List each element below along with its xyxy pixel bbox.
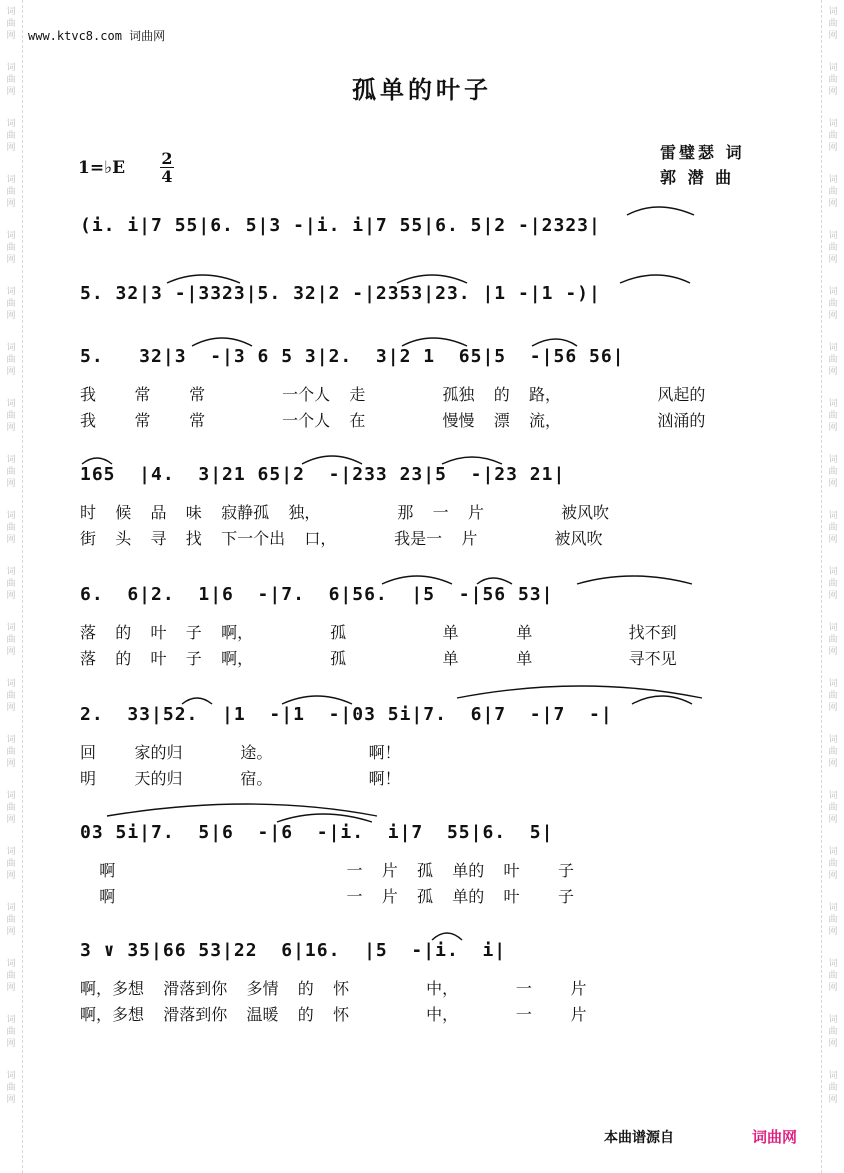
time-signature <box>160 150 174 185</box>
right-watermark-strip <box>821 0 844 1173</box>
lyricist-credit: 雷璧瑟 词 <box>660 143 745 162</box>
slur-mark <box>442 457 502 464</box>
watermark-text: 词曲网 <box>6 7 16 41</box>
notation-line: 03 5i|7. 5|6 -|6 -|i. i|7 55|6. 5| <box>80 822 554 843</box>
watermark-text: 词曲网 <box>828 287 838 321</box>
watermark-text: 词曲网 <box>828 959 838 993</box>
watermark-text: 词曲网 <box>6 175 16 209</box>
watermark-text: 词曲网 <box>828 1071 838 1105</box>
lyric-verse-1: 回 家的归 途。 啊！ <box>80 743 401 762</box>
lyric-verse-1: 时 候 品 味 寂静孤 独， 那 一 片 被风吹 <box>80 503 609 522</box>
tie-mark <box>282 696 352 704</box>
tie-mark <box>627 207 694 215</box>
tie-mark <box>382 576 452 584</box>
watermark-text: 词曲网 <box>6 735 16 769</box>
watermark-text: 词曲网 <box>6 623 16 657</box>
tie-mark <box>192 338 252 346</box>
watermark-text: 词曲网 <box>828 791 838 825</box>
watermark-text: 词曲网 <box>828 623 838 657</box>
lyric-verse-1: 啊 一 片 孤 单的 叶 子 <box>80 861 575 880</box>
slur-mark <box>432 933 462 940</box>
watermark-text: 词曲网 <box>6 63 16 97</box>
notation-line: 5. 32|3 -|3323|5. 32|2 -|2353|23. |1 -|1 -)| <box>80 283 601 304</box>
watermark-text: 词曲网 <box>6 679 16 713</box>
watermark-text: 词曲网 <box>828 7 838 41</box>
watermark-text: 词曲网 <box>6 343 16 377</box>
slur-marks <box>72 686 772 706</box>
notation-line: 5. 32|3 -|3 6 5 3|2. 3|2 1 65|5 -|56 56| <box>80 346 625 367</box>
watermark-text: 词曲网 <box>6 287 16 321</box>
tie-mark <box>397 275 467 283</box>
song-title: 孤单的叶子 <box>352 75 492 104</box>
footer-brand-link[interactable]: 词曲网 <box>752 1128 798 1146</box>
slur-marks <box>72 922 772 942</box>
watermark-text: 词曲网 <box>828 343 838 377</box>
tie-mark <box>620 275 690 283</box>
watermark-text: 词曲网 <box>6 119 16 153</box>
slur-marks <box>72 446 772 466</box>
watermark-text: 词曲网 <box>6 903 16 937</box>
key-signature: 1=♭E <box>78 158 126 178</box>
slur-marks <box>72 804 772 824</box>
slur-marks <box>72 328 772 348</box>
watermark-text: 词曲网 <box>6 959 16 993</box>
watermark-text: 词曲网 <box>828 231 838 265</box>
slur-mark <box>532 339 577 346</box>
left-watermark-strip <box>0 0 23 1173</box>
tie-mark <box>577 576 692 584</box>
watermark-text: 词曲网 <box>828 567 838 601</box>
lyric-verse-2: 明 天的归 宿。 啊！ <box>80 769 401 788</box>
watermark-text: 词曲网 <box>828 119 838 153</box>
tie-mark <box>277 814 372 822</box>
slur-marks <box>72 265 772 285</box>
slur-marks <box>72 197 772 217</box>
watermark-text: 词曲网 <box>6 511 16 545</box>
watermark-text: 词曲网 <box>6 567 16 601</box>
watermark-text: 词曲网 <box>828 63 838 97</box>
watermark-text: 词曲网 <box>828 511 838 545</box>
tie-mark <box>302 456 362 464</box>
meter-bottom: 4 <box>161 167 173 186</box>
meter-top: 2 <box>161 149 173 168</box>
watermark-text: 词曲网 <box>828 679 838 713</box>
lyric-verse-2: 我 常 常 一个人 在 慢慢 漂 流， 汹涌的 <box>80 411 706 430</box>
lyric-verse-1: 我 常 常 一个人 走 孤独 的 路， 风起的 <box>80 385 706 404</box>
slur-marks <box>72 566 772 586</box>
composer-credit: 郭 潜 曲 <box>660 168 735 187</box>
tie-mark <box>167 275 240 283</box>
watermark-text: 词曲网 <box>6 847 16 881</box>
lyric-verse-2: 啊，多想 滑落到你 温暖 的 怀 中， 一 片 <box>80 1005 587 1024</box>
watermark-text: 词曲网 <box>6 1071 16 1105</box>
lyric-verse-1: 落 的 叶 子 啊， 孤 单 单 找不到 <box>80 623 677 642</box>
watermark-text: 词曲网 <box>6 231 16 265</box>
notation-line: 3 ∨ 35|66 53|22 6|16. |5 -|i. i| <box>80 940 507 961</box>
lyric-verse-1: 啊，多想 滑落到你 多情 的 怀 中， 一 片 <box>80 979 587 998</box>
watermark-text: 词曲网 <box>6 455 16 489</box>
notation-line: 2. 33|52. |1 -|1 -|03 5i|7. 6|7 -|7 -| <box>80 704 613 725</box>
footer-source-label: 本曲谱源自 <box>604 1130 674 1146</box>
tie-mark <box>632 696 692 704</box>
watermark-text: 词曲网 <box>828 399 838 433</box>
watermark-text: 词曲网 <box>828 175 838 209</box>
watermark-text: 词曲网 <box>6 791 16 825</box>
notation-line: 165 |4. 3|21 65|2 -|233 23|5 -|23 21| <box>80 464 566 485</box>
lyric-verse-2: 街 头 寻 找 下一个出 口， 我是一 片 被风吹 <box>80 529 603 548</box>
notation-line: (i. i|7 55|6. 5|3 -|i. i|7 55|6. 5|2 -|2323| <box>80 215 601 236</box>
watermark-text: 词曲网 <box>828 847 838 881</box>
tie-mark <box>402 338 467 346</box>
watermark-text: 词曲网 <box>6 399 16 433</box>
site-url: www.ktvc8.com 词曲网 <box>28 29 166 43</box>
lyric-verse-2: 啊 一 片 孤 单的 叶 子 <box>80 887 575 906</box>
watermark-text: 词曲网 <box>828 1015 838 1049</box>
watermark-text: 词曲网 <box>828 455 838 489</box>
watermark-text: 词曲网 <box>828 735 838 769</box>
watermark-text: 词曲网 <box>828 903 838 937</box>
watermark-text: 词曲网 <box>6 1015 16 1049</box>
lyric-verse-2: 落 的 叶 子 啊， 孤 单 单 寻不见 <box>80 649 677 668</box>
notation-line: 6. 6|2. 1|6 -|7. 6|56. |5 -|56 53| <box>80 584 554 605</box>
